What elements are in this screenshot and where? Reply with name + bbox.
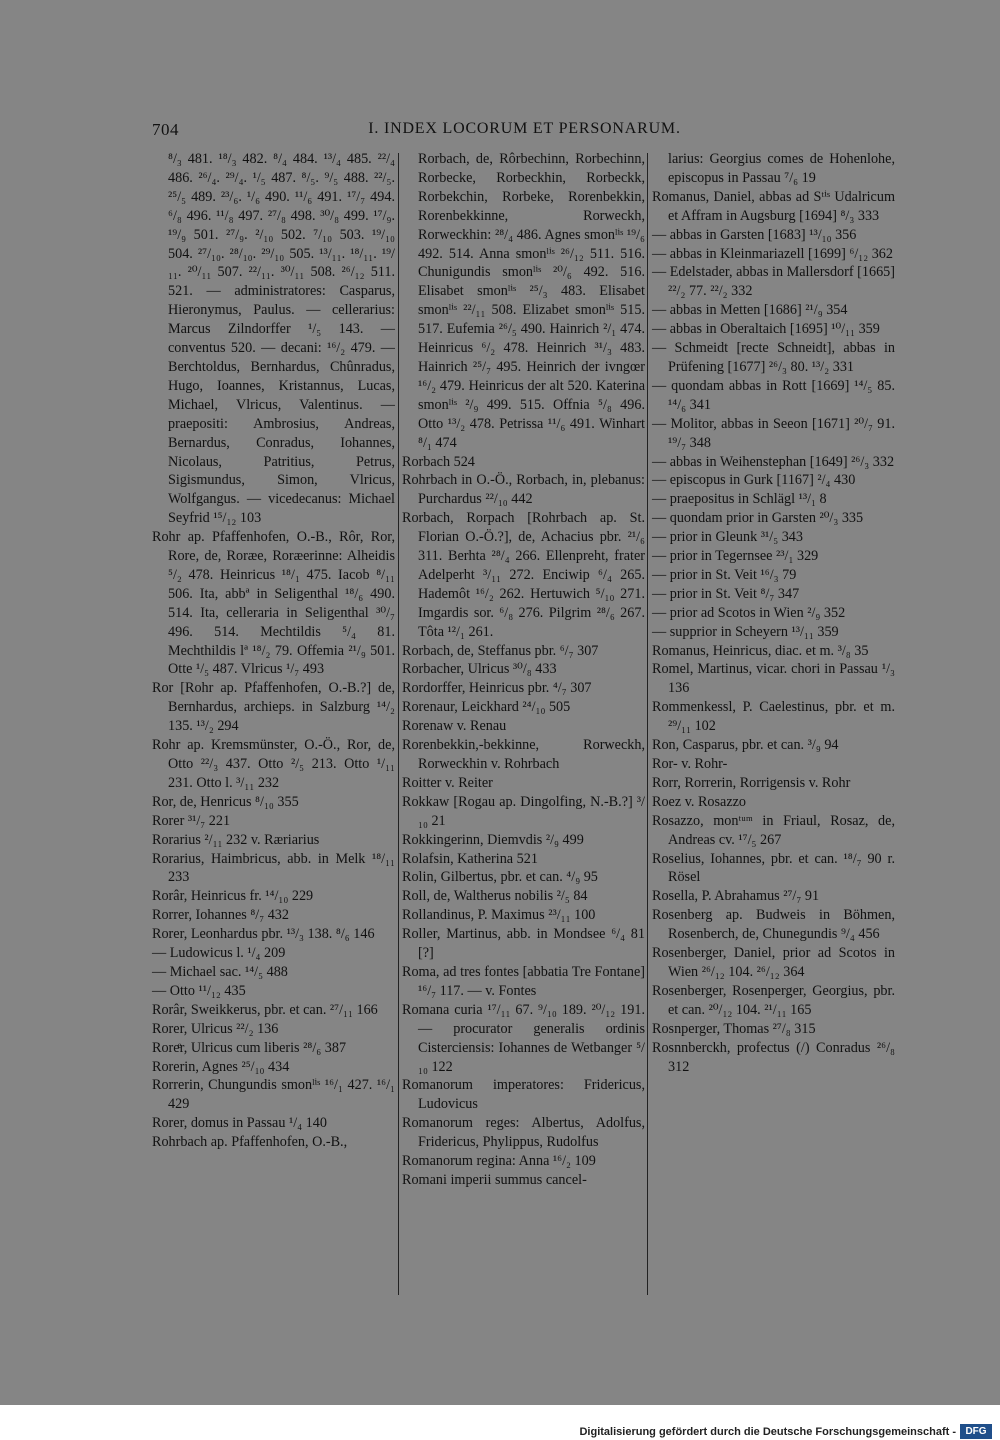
column-divider bbox=[647, 153, 648, 1295]
index-entry: Romanorum reges: Albertus, Adolfus, Fridericus, Phylippus, Rudolfus bbox=[402, 1115, 645, 1151]
index-entry: Rohrbach in O.-Ö., Rorbach, in, plebanus: Purchardus ²²/₁₀ 442 bbox=[402, 472, 645, 508]
index-entry: Ror- v. Rohr- bbox=[652, 756, 728, 772]
index-entry: Rorer, domus in Passau ¹/₄ 140 bbox=[152, 1115, 327, 1132]
index-entry: Rorenaw v. Renau bbox=[402, 718, 507, 735]
index-entry: Rohr ap. Kremsmünster, O.-Ö., Ror, de, Otto ²²/₃ 437. Otto ²/₅ 213. Otto ¹/₁₁ 231. Otto l. ³/₁₁ 232 bbox=[152, 737, 395, 791]
index-entry: Rorerin, Agnes ²⁵/₁₀ 434 bbox=[152, 1058, 290, 1075]
footer-bar bbox=[0, 1405, 1000, 1440]
index-entry: — abbas in Weihenstephan [1649] ²⁶/₃ 332 bbox=[652, 453, 895, 470]
index-entry: — Schmeidt [recte Schneidt], abbas in Prüfening [1677] ²⁶/₃ 80. ¹³/₂ 331 bbox=[652, 340, 895, 375]
index-entry: Rorer, Ulricus ²²/₂ 136 bbox=[152, 1020, 279, 1037]
index-entry: Roselius, Iohannes, pbr. et can. ¹⁸/₇ 90 r. Rösel bbox=[652, 850, 895, 886]
index-entry: — Otto ¹¹/₁₂ 435 bbox=[152, 982, 246, 999]
index-entry: Ron, Casparus, pbr. et can. ³/₉ 94 bbox=[652, 737, 839, 754]
index-entry: — Ludowicus l. ¹/₄ 209 bbox=[152, 945, 286, 962]
index-entry: Rollandinus, P. Maximus ²³/₁₁ 100 bbox=[402, 907, 596, 924]
index-entry: — quondam abbas in Rott [1669] ¹⁴/₅ 85. ¹⁴/₆ 341 bbox=[652, 377, 895, 413]
index-entry: — quondam prior in Garsten ²⁰/₃ 335 bbox=[652, 510, 864, 527]
index-entry: Rorbach, de, Steffanus pbr. ⁶/₇ 307 bbox=[402, 642, 599, 659]
index-entry: Rorrerin, Chungundis smonˡⁱˢ ¹⁶/₁ 427. ¹⁶/₁ 429 bbox=[152, 1077, 395, 1113]
index-entry: — supprior in Scheyern ¹³/₁₁ 359 bbox=[652, 623, 839, 640]
index-entry: Rolafsin, Katherina 521 bbox=[402, 850, 538, 867]
index-entry: Rosella, P. Abrahamus ²⁷/₇ 91 bbox=[652, 888, 820, 905]
index-entry: — prior in St. Veit ¹⁶/₃ 79 bbox=[652, 566, 797, 583]
page-header bbox=[152, 120, 897, 144]
index-entry: — prior in Gleunk ³¹/₅ 343 bbox=[652, 529, 803, 546]
index-entry: — abbas in Metten [1686] ²¹/₉ 354 bbox=[652, 302, 848, 319]
index-entry: Romanus, Daniel, abbas ad Sᵗⁱˢ Udalricum et Affram in Augsburg [1694] ⁸/₃ 333 bbox=[652, 188, 895, 224]
index-entry: Rorenaur, Leickhard ²⁴/₁₀ 505 bbox=[402, 699, 571, 716]
index-entry: Rolin, Gilbertus, pbr. et can. ⁴/₉ 95 bbox=[402, 869, 598, 886]
index-entry: Romanus, Heinricus, diac. et m. ³/₈ 35 bbox=[652, 642, 869, 659]
index-entry: Roitter v. Reiter bbox=[402, 774, 493, 791]
index-column-1 bbox=[152, 150, 395, 1152]
page-number: 704 bbox=[152, 120, 179, 139]
index-entry: Roez v. Rosazzo bbox=[652, 793, 747, 810]
index-entry: Rorarius ²/₁₁ 232 v. Ræriarius bbox=[152, 831, 320, 848]
index-entry: Rorr, Rorrerin, Rorrigensis v. Rohr bbox=[652, 774, 851, 791]
index-entry: Romana curia ¹⁷/₁₁ 67. ⁹/₁₀ 189. ²⁰/₁₂ 191. — procurator generalis ordinis Cisterciensis: Iohannes de Wetbanger ⁵/₁₀ 122 bbox=[402, 1001, 645, 1075]
index-entry: ⁸/₃ 481. ¹⁸/₃ 482. ⁸/₄ 484. ¹³/₄ 485. ²²/₄ 486. ²⁶/₄. ²⁹/₄. ¹/₅ 487. ⁸/₅. ⁹/₅ 488. ²²/₅. ²⁵/₅ 489. ²³/₆. ¹/₆ 490. ¹¹/₆ 491. ¹⁷/₇ 494. ⁶/₈ 496. ¹¹/₈ 497. ²⁷/₈ 498. ³⁰/₈ 499. ¹⁷/₉. ¹⁹/₉ 501. ²⁷/₉. ²/₁₀ 502. ⁷/₁₀ 503. ¹⁹/₁₀ 504. ²⁷/₁₀. ²⁸/₁₀. ²⁹/₁₀ 505. ¹³/₁₁. ¹⁸/₁₁. ¹⁹/₁₁. ²⁰/₁₁ 507. ²²/₁₁. ³⁰/₁₁ 508. ²⁶/₁₂ 511. 521. — administratores: Casparus, Hieronymus, Paulus. — cellerarius: Marcus Zilndorffer ¹/₅ 143. — conventus 520. — decani: ¹⁶/₂ 479. — Berchtoldus, Bernhardus, Chûnradus, Hugo, Ioannes, Kristannus, Lucas, Michael, Vlricus, Valentinus. — praepositi: Ambrosius, Andreas, Bernardus, Conradus, Iohannes, Nicolaus, Patritius, Petrus, Sigismundus, Simon, Vlricus, Wolfgangus. — vicedecanus: Michael Seyfrid ¹⁵/₁₂ 103 bbox=[168, 151, 395, 527]
index-entry: Rorbach, Rorpach [Rohrbach ap. St. Florian O.-Ö.?], de, Achacius pbr. ²¹/₆ 311. Berhta ²⁸/₄ 266. Ellenpreht, frater Adelperht ³/₁₁ 272. Enciwip ⁶/₄ 265. Hademôt ¹⁶/₂ 262. Hertuwich ⁵/₁₀ 271. Imgardis sor. ⁶/₈ 276. Pilgrim ²⁸/₆ 267. Tôta ¹²/₁ 261. bbox=[402, 510, 645, 640]
index-entry: Rommenkessl, P. Caelestinus, pbr. et m. ²⁹/₁₁ 102 bbox=[652, 699, 895, 735]
index-entry: Romel, Martinus, vicar. chori in Passau ¹/₃ 136 bbox=[652, 661, 895, 697]
index-entry: — prior ad Scotos in Wien ²/₉ 352 bbox=[652, 604, 846, 621]
index-entry: — abbas in Kleinmariazell [1699] ⁶/₁₂ 362 bbox=[652, 245, 893, 262]
index-column-3 bbox=[652, 150, 895, 1076]
index-entry: Rosenberger, Rosenperger, Georgius, pbr. et can. ²⁰/₁₂ 104. ²¹/₁₁ 165 bbox=[652, 982, 895, 1018]
index-entry: Rorenbekkin,-bekkinne, Rorweckh, Rorweckhin v. Rohrbach bbox=[402, 737, 645, 772]
index-entry: — Michael sac. ¹⁴/₅ 488 bbox=[152, 963, 288, 980]
index-entry: Ror [Rohr ap. Pfaffenhofen, O.-B.?] de, Bernhardus, archieps. in Salzburg ¹⁴/₂ 135. ¹³/₂ 294 bbox=[152, 680, 395, 735]
index-entry: Rosenberg ap. Budweis in Böhmen, Rosenberch, de, Chunegundis ⁹/₄ 456 bbox=[652, 907, 895, 943]
index-entry: Roreͤr, Ulricus cum liberis ²⁸/₆ 387 bbox=[152, 1039, 347, 1056]
index-entry: Rosnnberckh, profectus (/) Conradus ²⁶/₈ 312 bbox=[652, 1039, 895, 1075]
index-entry: Rorâr, Heinricus fr. ¹⁴/₁₀ 229 bbox=[152, 888, 314, 905]
index-entry: Rosnperger, Thomas ²⁷/₈ 315 bbox=[652, 1020, 816, 1037]
index-entry: Rorâr, Sweikkerus, pbr. et can. ²⁷/₁₁ 166 bbox=[152, 1001, 378, 1018]
index-entry: Rohr ap. Pfaffenhofen, O.-B., Rôr, Ror, Rore, de, Roræe, Roræerinne: Alheidis ⁵/₂ 478. Heinricus ¹⁸/₁ 475. Iacob ⁸/₁₁ 506. Ita, abbª in Seligenthal ¹⁸/₆ 490. 514. Ita, celleraria in Seligenthal ³⁰/₇ 496. 514. Mechtildis ⁵/₄ 81. Mechthildis lª ¹⁸/₂ 79. Offemia ²¹/₉ 501. Otte ¹/₅ 487. Vlricus ¹/₇ 493 bbox=[152, 529, 395, 678]
index-entry: Rorrer, Iohannes ⁸/₇ 432 bbox=[152, 907, 289, 924]
funding-credit: Digitalisierung gefördert durch die Deutsche Forschungsgemeinschaft - bbox=[579, 1426, 956, 1438]
index-entry: Romani imperii summus cancel- bbox=[402, 1171, 587, 1188]
index-entry: Rokkingerinn, Diemvdis ²/₉ 499 bbox=[402, 831, 584, 848]
index-entry: Rokkaw [Rogau ap. Dingolfing, N.-B.?] ³/₁₀ 21 bbox=[402, 793, 645, 829]
index-entry: Rordorffer, Heinricus pbr. ⁴/₇ 307 bbox=[402, 680, 592, 697]
running-title: I. INDEX LOCORUM ET PERSONARUM. bbox=[368, 120, 681, 137]
index-entry: — prior in St. Veit ⁸/₇ 347 bbox=[652, 585, 800, 602]
index-entry: — episcopus in Gurk [1167] ²/₄ 430 bbox=[652, 472, 856, 489]
index-entry: Ror, de, Henricus ⁸/₁₀ 355 bbox=[152, 793, 299, 810]
index-entry: Romanorum imperatores: Fridericus, Ludovicus bbox=[402, 1077, 645, 1113]
index-entry: Rohrbach ap. Pfaffenhofen, O.-B., bbox=[152, 1134, 348, 1151]
index-entry: — Edelstader, abbas in Mallersdorf [1665] ²²/₂ 77. ²²/₂ 332 bbox=[652, 264, 895, 300]
index-column-2 bbox=[402, 150, 645, 1190]
index-entry: Rorarius, Haimbricus, abb. in Melk ¹⁸/₁₁ 233 bbox=[152, 850, 395, 886]
index-entry: — praepositus in Schlägl ¹³/₁ 8 bbox=[652, 491, 827, 508]
index-entry: Rorer, Leonhardus pbr. ¹³/₃ 138. ⁸/₆ 146 bbox=[152, 926, 375, 943]
index-entry: larius: Georgius comes de Hohenlohe, episcopus in Passau ⁷/₆ 19 bbox=[668, 151, 895, 186]
column-divider bbox=[398, 153, 399, 1295]
index-entry: Roll, de, Waltherus nobilis ²/₅ 84 bbox=[402, 888, 588, 905]
index-entry: Roma, ad tres fontes [abbatia Tre Fontane] ¹⁶/₇ 117. — v. Fontes bbox=[402, 963, 645, 999]
index-entry: Rosazzo, monᵗᵘᵐ in Friaul, Rosaz, de, Andreas cv. ¹⁷/₅ 267 bbox=[652, 812, 895, 848]
index-entry: Romanorum regina: Anna ¹⁶/₂ 109 bbox=[402, 1153, 596, 1170]
index-entry: — abbas in Garsten [1683] ¹³/₁₀ 356 bbox=[652, 226, 857, 243]
index-entry: — prior in Tegernsee ²³/₁ 329 bbox=[652, 548, 819, 565]
index-entry: Rorbacher, Ulricus ³⁰/₈ 433 bbox=[402, 661, 557, 678]
index-entry: — abbas in Oberaltaich [1695] ¹⁰/₁₁ 359 bbox=[652, 321, 880, 338]
index-entry: — Molitor, abbas in Seeon [1671] ²⁰/₇ 91. ¹⁹/₇ 348 bbox=[652, 415, 895, 451]
index-entry: Rorbach, de, Rôrbechinn, Rorbechinn, Rorbecke, Rorbeckhin, Rorbeckk, Rorbekchin, Rorbeke, Rorenbekkin, Rorenbekkinne, Rorweckh, Rorweckhin: ²⁸/₄ 486. Agnes smonˡⁱˢ ¹⁹/₆ 492. 514. Anna smonˡⁱˢ ²⁶/₁₂ 511. 516. Chunigundis smonˡⁱˢ ²⁰/₆ 492. 516. Elisabet smonˡⁱˢ ²⁵/₃ 483. Elisabet smonˡⁱˢ ²²/₁₁ 508. Elizabet smonˡⁱˢ 515. 517. Eufemia ²⁶/₅ 490. Hainrich ²/₁ 474. Heinricus ⁶/₂ 478. Heinrich ³¹/₃ 483. Hainrich ²⁵/₇ 495. Heinrich der ivngœr ¹⁶/₂ 479. Heinricus der alt 520. Katerina smonˡⁱˢ ²/₉ 499. 515. Offnia ⁵/₈ 496. Otto ¹³/₂ 478. Petrissa ¹¹/₆ 491. Winhart ⁸/₁ 474 bbox=[418, 151, 645, 451]
index-entry: Rosenberger, Daniel, prior ad Scotos in Wien ²⁶/₁₂ 104. ²⁶/₁₂ 364 bbox=[652, 945, 895, 980]
index-entry: Rorer ³¹/₇ 221 bbox=[152, 812, 231, 829]
dfg-logo: DFG bbox=[960, 1424, 992, 1439]
index-entry: Roller, Martinus, abb. in Mondsee ⁶/₄ 81 [?] bbox=[402, 926, 645, 962]
index-entry: Rorbach 524 bbox=[402, 453, 475, 470]
